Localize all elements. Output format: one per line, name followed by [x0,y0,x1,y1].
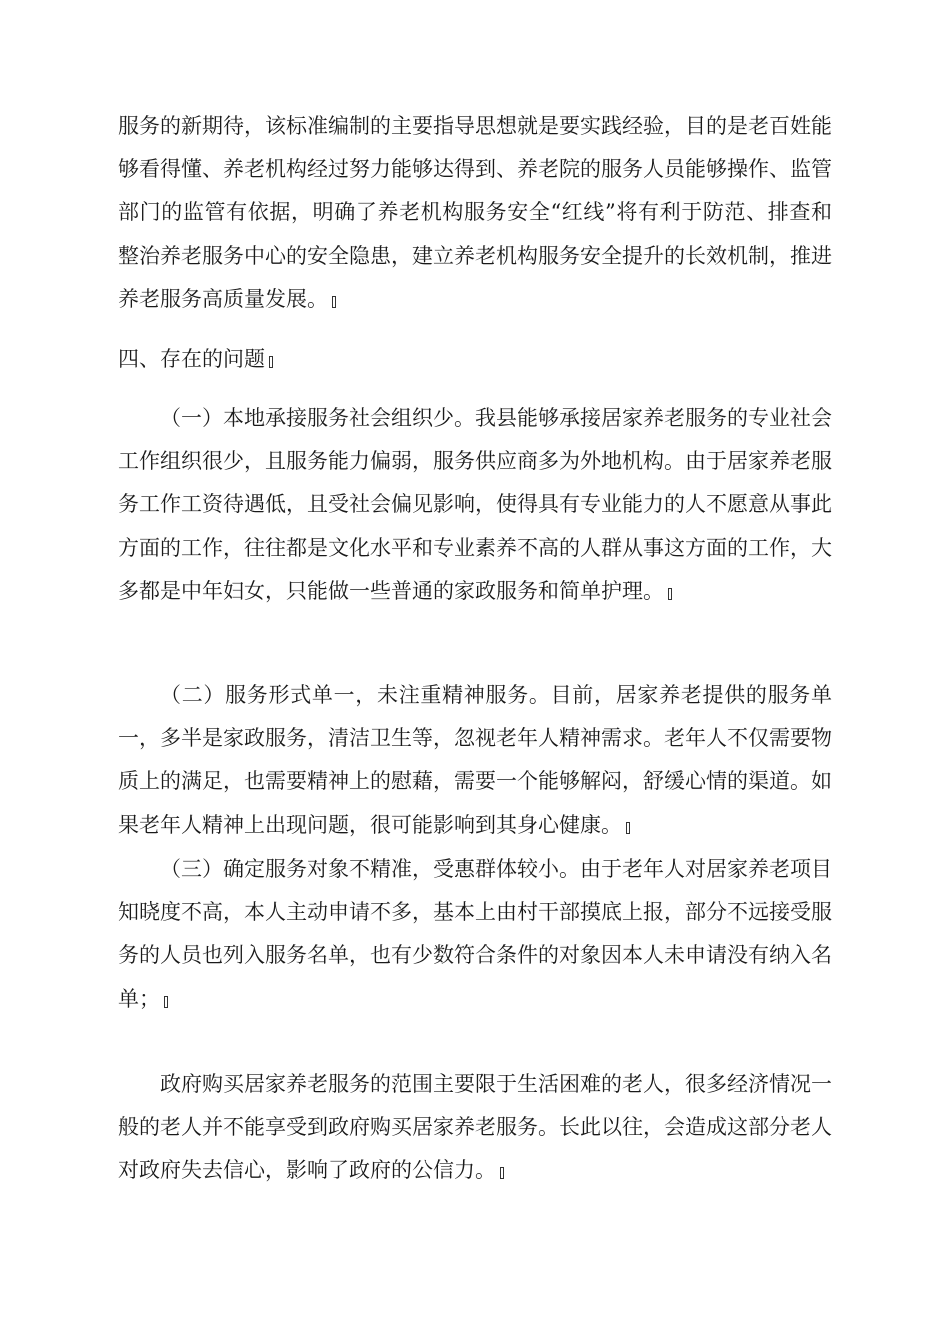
paragraph-text: （一）本地承接服务社会组织少。我县能够承接居家养老服务的专业社会工作组织很少，且服务能力偏弱，服务供应商多为外地机构。由于居家养老服务工作工资待遇低，且受社会偏见影响，使得具有专业能力的人不愿意从事此方面的工作，往往都是文化水平和专业素养不高的人群从事这方面的工作，大多都是中年妇女，只能做一些普通的家政服务和简单护理。 [118,406,832,603]
paragraph-text: （三）确定服务对象不精准，受惠群体较小。由于老年人对居家养老项目知晓度不高，本人主动申请不多，基本上由村干部摸底上报，部分不远接受服务的人员也列入服务名单，也有少数符合条件的对象因本人未申请没有纳入名单； [118,857,832,1011]
heading-text: 四、存在的问题 [118,347,265,371]
paragraph-problem-1 [118,397,832,613]
paragraph-government-purchase [118,1063,832,1193]
paragraph-text: （二）服务形式单一，未注重精神服务。目前，居家养老提供的服务单一，多半是家政服务，清洁卫生等，忽视老年人精神需求。老年人不仅需要物质上的满足，也需要精神上的慰藉，需要一个能够解闷，舒缓心情的渠道。如果老年人精神上出现问题，很可能影响到其身心健康。 [118,683,832,837]
paragraph-mark-icon [332,296,336,308]
paragraph-mark-icon [626,822,630,834]
paragraph-problem-3 [118,848,832,1021]
section-heading-problems [118,338,832,381]
paragraph-standard-guidance [118,105,832,321]
paragraph-text: 政府购买居家养老服务的范围主要限于生活困难的老人，很多经济情况一般的老人并不能享受到政府购买居家养老服务。长此以往，会造成这部分老人对政府失去信心，影响了政府的公信力。 [118,1072,832,1183]
paragraph-mark-icon [164,996,168,1008]
paragraph-mark-icon [269,356,273,368]
paragraph-mark-icon [500,1167,504,1179]
paragraph-problem-2 [118,674,832,847]
paragraph-text: 服务的新期待，该标准编制的主要指导思想就是要实践经验，目的是老百姓能够看得懂、养老机构经过努力能够达得到、养老院的服务人员能够操作、监管部门的监管有依据，明确了养老机构服务安全“红线”将有利于防范、排查和整治养老服务中心的安全隐患，建立养老机构服务安全提升的长效机制，推进养老服务高质量发展。 [118,114,832,311]
paragraph-mark-icon [668,588,672,600]
